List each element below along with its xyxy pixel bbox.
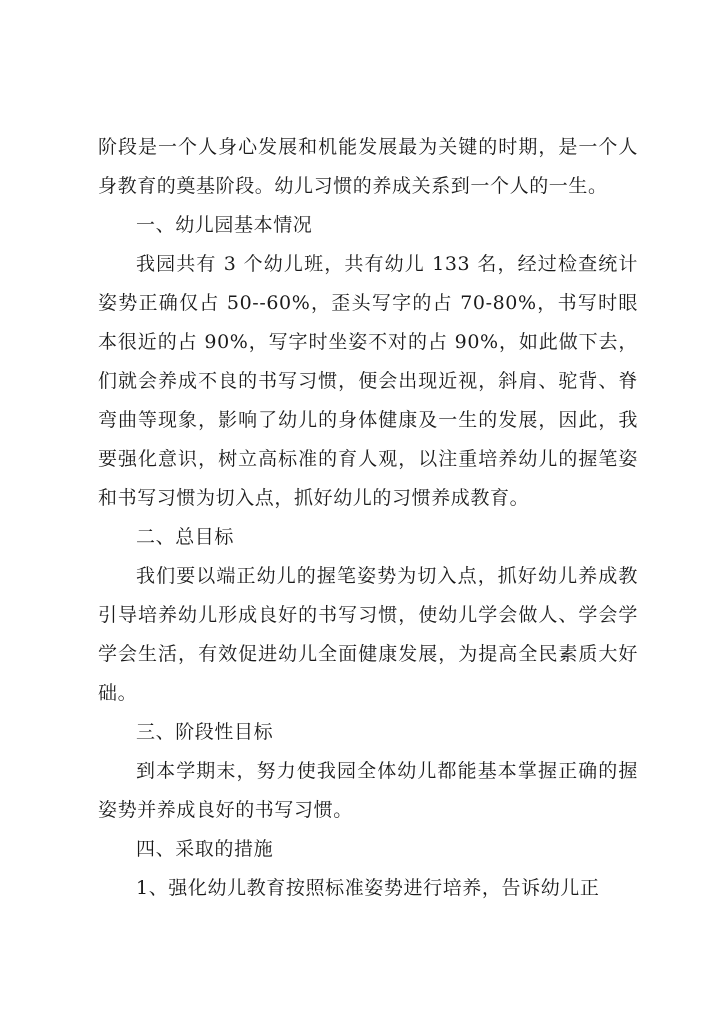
section-heading: 一、幼儿园基本情况 [136,214,313,236]
text-line: 弯曲等现象，影响了幼儿的身体健康及一生的发展，因此，我 [98,409,638,431]
text-line: 础。 [98,682,138,704]
text-line: 1、强化幼儿教育按照标准姿势进行培养，告诉幼儿正 [136,877,600,899]
text-line: 引导培养幼儿形成良好的书写习惯，使幼儿学会做人、学会学 [98,604,638,626]
text-line: 学会生活，有效促进幼儿全面健康发展，为提高全民素质大好 [98,643,638,665]
section-heading: 三、阶段性目标 [136,721,274,743]
text-line: 姿势正确仅占 50--60%，歪头写字的占 70-80%，书写时眼 [98,292,638,314]
text-line: 到本学期末，努力使我园全体幼儿都能基本掌握正确的握 [136,760,638,782]
text-line: 和书写习惯为切入点，抓好幼儿的习惯养成教育。 [98,487,530,509]
text-line: 姿势并养成良好的书写习惯。 [98,799,353,821]
text-line: 本很近的占 90%，写字时坐姿不对的占 90%，如此做下去， [98,331,638,353]
section-heading: 二、总目标 [136,526,235,548]
section-heading: 四、采取的措施 [136,838,274,860]
document-body [98,128,638,908]
text-line: 阶段是一个人身心发展和机能发展最为关键的时期，是一个人 [98,136,638,158]
text-line: 我们要以端正幼儿的握笔姿势为切入点，抓好幼儿养成教 [136,565,638,587]
text-line: 身教育的奠基阶段。幼儿习惯的养成关系到一个人的一生。 [98,175,608,197]
text-line: 要强化意识，树立高标准的育人观，以注重培养幼儿的握笔姿 [98,448,638,470]
text-line: 们就会养成不良的书写习惯，便会出现近视，斜肩、驼背、脊 [98,370,638,392]
text-line: 我园共有 3 个幼儿班，共有幼儿 133 名，经过检查统计 [136,253,638,275]
